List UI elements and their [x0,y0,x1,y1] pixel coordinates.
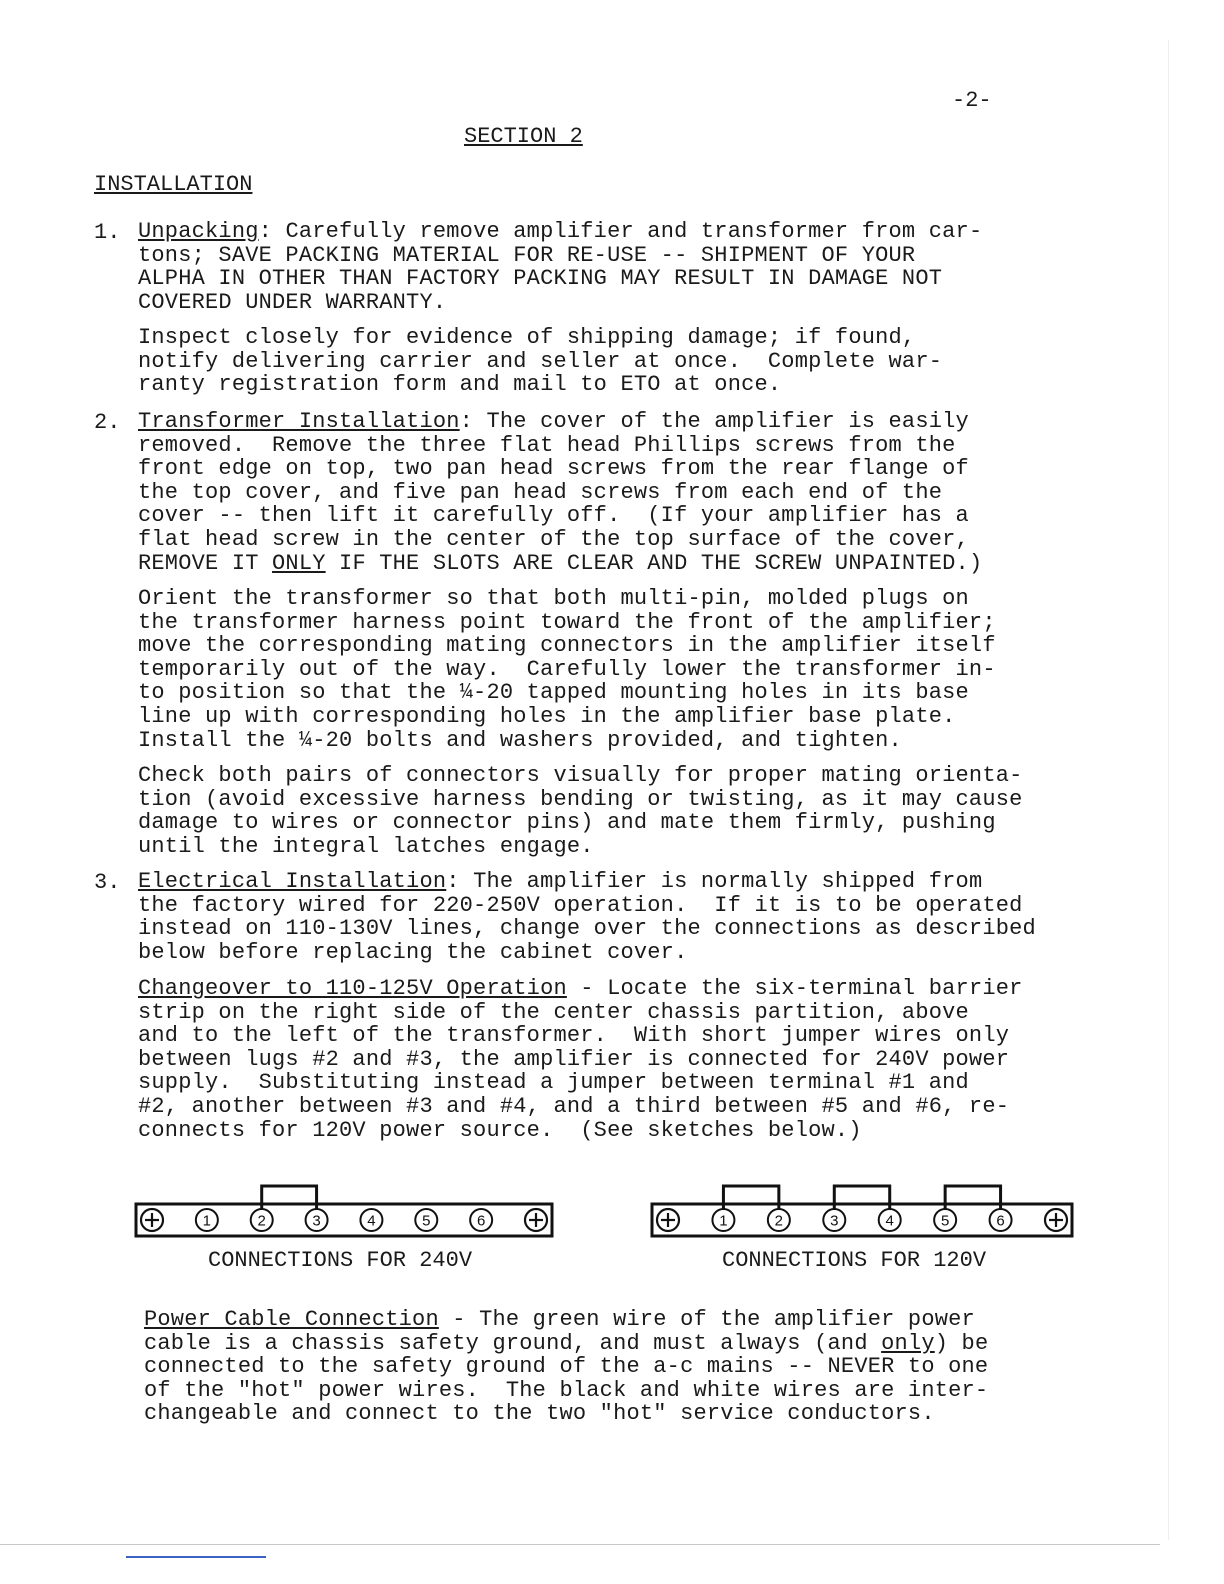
text-line: below before replacing the cabinet cover. [138,939,688,965]
text-line: - Locate the six-terminal barrier [566,976,1023,1001]
item-3-title: Electrical Installation [138,869,447,894]
changeover-title: Changeover to 110-125V Operation [138,976,567,1001]
page-edge-line [1168,40,1169,1540]
text-line: the factory wired for 220-250V operation. If it is to be operated [138,892,1023,918]
text-line: - The green wire of the amplifier power [438,1307,975,1332]
installation-heading: INSTALLATION [94,172,253,197]
terminal-label: 5 [940,1212,950,1230]
item-1-lead: Unpacking: Carefully remove amplifier and transformer from car- tons; SAVE PACKING MATERIAL FOR RE-USE -- SHIPMENT OF YOUR ALPHA IN OTHER THAN FACTORY PACKING MAY RESULT IN DAMAGE NOT COVERED UNDER WARRANTY. [138,219,983,315]
text-line: damage to wires or connector pins) and mate them firmly, pushing [138,810,996,836]
barrier-strip-body [136,1204,552,1236]
terminal-strip-120v [650,1182,1074,1242]
text-line: and to the left of the transformer. With short jumper wires only [138,1023,1010,1049]
text-line: line up with corresponding holes in the amplifier base plate. [138,703,956,729]
item-1-title: Unpacking [138,219,259,244]
item-1-line-3: ALPHA IN OTHER THAN FACTORY PACKING MAY RESULT IN DAMAGE NOT [138,266,943,292]
terminal-label: 1 [202,1212,212,1230]
text-segment: ) be [934,1330,989,1356]
text-line: between lugs #2 and #3, the amplifier is connected for 240V power [138,1046,1010,1072]
text-line: instead on 110-130V lines, change over the connections as described [138,916,1036,942]
item-2-paragraph-check [138,764,1023,858]
text-line: of the "hot" power wires. The black and white wires are inter- [144,1377,989,1403]
terminal-label: 1 [719,1212,728,1230]
text-line: move the corresponding mating connectors in the amplifier itself [138,633,996,659]
terminal-label: 5 [422,1212,431,1230]
text-segment: cable is a chassis safety ground, and must always (and [144,1330,882,1356]
jumper-wire-1-2 [723,1186,778,1209]
caption-120v: CONNECTIONS FOR 120V [722,1248,987,1273]
item-2-paragraph-orient [138,587,996,752]
terminal-label: 4 [885,1212,894,1230]
emphasis-only: ONLY [272,550,326,576]
mounting-screw-icon [1045,1209,1067,1231]
terminal-label: 6 [476,1212,486,1230]
text-line: supply. Substituting instead a jumper between terminal #1 and [138,1070,969,1096]
power-cable-paragraph [144,1308,988,1426]
changeover-paragraph [138,977,1023,1142]
text-line: temporarily out of the way. Carefully lower the transformer in- [138,656,996,682]
power-cable-title: Power Cable Connection [144,1307,439,1332]
text-line: connects for 120V power source. (See sketches below.) [138,1117,862,1143]
text-line: front edge on top, two pan head screws from the rear flange of [138,456,969,482]
terminal-label: 2 [257,1212,266,1230]
terminal-label: 4 [367,1212,376,1230]
text-line: the top cover, and five pan head screws from each end of the [138,479,943,505]
text-line: Check both pairs of connectors visually for proper mating orienta- [138,763,1023,788]
text-line: #2, another between #3 and #4, and a third between #5 and #6, re- [138,1093,1010,1119]
mounting-screw-icon [525,1209,547,1231]
text-line: changeable and connect to the two "hot" service conductors. [144,1401,935,1427]
text-line: the transformer harness point toward the front of the amplifier; [138,609,996,635]
text-line: tion (avoid excessive harness bending or twisting, as it may cause [138,786,1023,812]
jumper-wire-3-4 [834,1186,889,1209]
item-3-lead: Electrical Installation: The amplifier is normally shipped from the factory wired for 220-250V operation. If it is to be operated instead on 110-130V lines, change over the connections as described below before replacing the cabinet cover. [138,869,1036,965]
text-line: Install the ¼-20 bolts and washers provided, and tighten. [138,727,902,753]
text-line: cover -- then lift it carefully off. (If your amplifier has a [138,503,969,529]
mounting-screw-icon [141,1209,163,1231]
terminal-label: 6 [996,1212,1005,1230]
text-line: removed. Remove the three flat head Phillips screws from the [138,432,956,458]
terminal-strip-240v [134,1182,554,1242]
text-line: The cover of the amplifier is easily [486,409,969,434]
text-line: flat head screw in the center of the top surface of the cover, [138,526,969,552]
text-line: Inspect closely for evidence of shipping damage; if found, [138,325,916,350]
item-1-line-2: tons; SAVE PACKING MATERIAL FOR RE-USE -- SHIPMENT OF YOUR [138,242,916,268]
item-1-paragraph-inspect [138,326,942,397]
text-segment: REMOVE IT [138,550,273,576]
text-line: Orient the transformer so that both multi-pin, molded plugs on [138,586,969,611]
text-line: until the integral latches engage. [138,833,594,859]
item-1-number: 1. [94,220,121,245]
item-2-lead: Transformer Installation: The cover of the amplifier is easily removed. Remove the three flat head Phillips screws from the front edge on top, two pan head screws from the rear flange of the top cover, and five pan head screws from each end of the cover -- then lift it carefully off. (If your amplifier has a flat head screw in the center of the top surface of the cover, REMOVE IT ONLY IF THE SLOTS ARE CLEAR AND THE SCREW UNPAINTED.) [138,409,983,576]
terminal-label: 3 [312,1212,321,1230]
text-line: notify delivering carrier and seller at once. Complete war- [138,348,943,374]
barrier-strip-body [652,1204,1072,1236]
footer-accent-line [126,1556,266,1558]
item-2-number: 2. [94,410,121,435]
mounting-screw-icon [657,1209,679,1231]
item-2-title: Transformer Installation [138,409,460,434]
emphasis-only: only [881,1330,935,1356]
text-line: ranty registration form and mail to ETO at once. [138,372,782,398]
text-line: strip on the right side of the center chassis partition, above [138,999,969,1025]
terminal-label: 2 [774,1212,784,1230]
footer-rule [0,1544,1160,1545]
item-1-line-1: Carefully remove amplifier and transformer from car- [285,219,983,244]
jumper-wire-5-6 [945,1186,1000,1209]
text-line: The amplifier is normally shipped from [473,869,983,894]
page-number: -2- [952,88,992,113]
text-line: connected to the safety ground of the a-c mains -- NEVER to one [144,1354,989,1380]
caption-240v: CONNECTIONS FOR 240V [208,1248,473,1273]
jumper-wire-2-3 [262,1186,317,1209]
item-1-line-4: COVERED UNDER WARRANTY. [138,289,447,315]
text-line: to position so that the ¼-20 tapped mounting holes in its base [138,680,969,706]
item-3-number: 3. [94,870,121,895]
section-title: SECTION 2 [464,124,583,149]
text-segment: IF THE SLOTS ARE CLEAR AND THE SCREW UNPAINTED.) [325,550,983,576]
terminal-label: 3 [830,1212,839,1230]
